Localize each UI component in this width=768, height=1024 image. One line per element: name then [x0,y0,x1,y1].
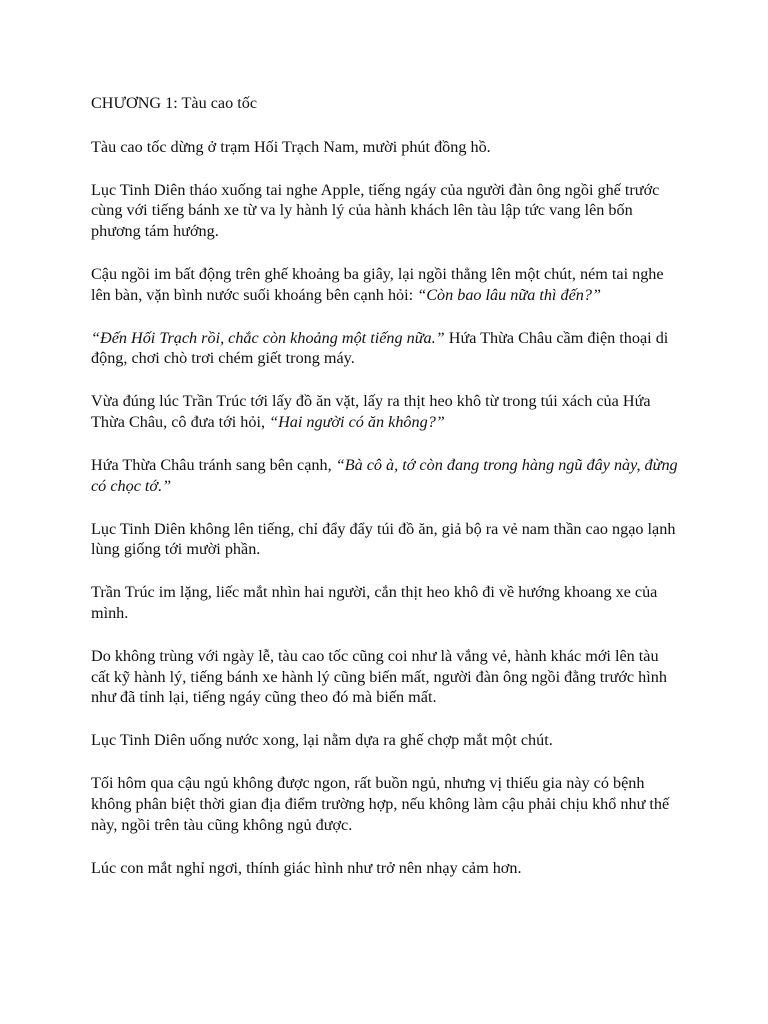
paragraph-3 [91,264,679,305]
paragraph-text: Lục Tinh Diên không lên tiếng, chỉ đẩy đẩy túi đồ ăn, giả bộ ra vẻ nam thần cao ngạo lạnh lùng giống tới mười phần. [91,519,676,559]
paragraph-5 [91,391,679,432]
paragraph-11 [91,773,679,835]
paragraph-text: Trần Trúc im lặng, liếc mắt nhìn hai người, cắn thịt heo khô đi về hướng khoang xe của mình. [91,583,658,622]
chapter-title: CHƯƠNG 1: Tàu cao tốc [91,94,258,112]
paragraph-8 [91,582,679,623]
paragraph-text: Vừa đúng lúc Trần Trúc tới lấy đồ ăn vặt, lấy ra thịt heo khô từ trong túi xách của Hứa Thừa Châu, cô đưa tới hỏi, [91,392,651,431]
paragraph-4 [91,328,679,369]
paragraph-text: Lục Tinh Diên uống nước xong, lại nằm dựa ra ghế chợp mắt một chút. [91,731,553,750]
paragraph-text: Tàu cao tốc dừng ở trạm Hối Trạch Nam, mười phút đồng hồ. [91,137,491,156]
paragraph-text: Hứa Thừa Châu cầm điện thoại di động, chơi chò trơi chém giết trong máy. [91,328,669,368]
paragraph-12 [91,858,679,879]
dialogue-quote: “Còn bao lâu nữa thì đến?” [417,285,601,304]
dialogue-quote: “Hai người có ăn không?” [269,412,445,431]
paragraph-text: Lúc con mắt nghỉ ngơi, thính giác hình như trở nên nhạy cảm hơn. [91,858,522,877]
paragraph-6 [91,455,679,496]
paragraph-10 [91,730,679,751]
paragraph-2 [91,180,679,242]
paragraph-1 [91,137,679,158]
paragraph-text: Tối hôm qua cậu ngủ không được ngon, rất buồn ngủ, nhưng vị thiếu gia này có bệnh không phân biệt thời gian địa điểm trường hợp, nếu không làm cậu phải chịu khổ như thế này, ngồi trên tàu cũng không ngủ được. [91,774,670,834]
document-body [91,93,679,901]
paragraph-text: Do không trùng với ngày lễ, tàu cao tốc cũng coi như là vắng vẻ, hành khác mới lên tàu cất kỹ hành lý, tiếng bánh xe hành lý cũng biến mất, người đàn ông ngồi đằng trước hình như đã tỉnh lại, tiếng ngáy cũng theo đó mà biến mất. [91,647,667,707]
paragraph-9 [91,646,679,708]
dialogue-quote: “Đến Hối Trạch rồi, chắc còn khoảng một tiếng nữa.” [91,328,445,347]
dialogue-quote: “Bà cô à, tớ còn đang trong hàng ngũ đây này, đừng có chọc tớ.” [91,456,678,495]
paragraph-text: Cậu ngồi im bất động trên ghế khoảng ba giây, lại ngồi thẳng lên một chút, ném tai nghe lên bàn, vặn bình nước suối khoáng bên cạnh hỏi: [91,264,664,304]
paragraph-7 [91,519,679,560]
paragraph-text: Hứa Thừa Châu tránh sang bên cạnh, [91,456,336,475]
paragraph-text: Lục Tinh Diên tháo xuống tai nghe Apple, tiếng ngáy của người đàn ông ngồi ghế trước cùng với tiếng bánh xe từ va ly hành lý của hành khách lên tàu lập tức vang lên bốn phương tám hướng. [91,180,660,240]
